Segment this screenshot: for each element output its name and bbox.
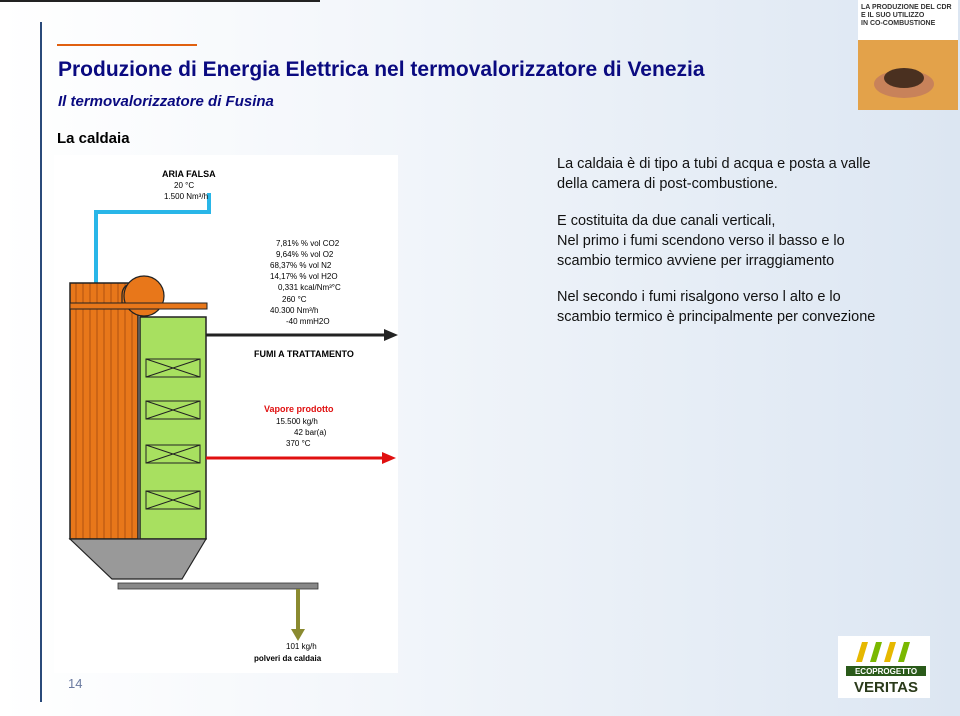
paragraph-canali	[557, 211, 952, 271]
fumi-value: 260 °C	[282, 295, 307, 304]
boiler-diagram	[54, 155, 398, 673]
paragraph-line: Nel secondo i fumi risalgono verso l alto e lo	[557, 289, 841, 305]
conference-logo	[858, 0, 958, 110]
polveri-label-text: polveri da caldaia	[254, 654, 322, 663]
veritas-logo	[838, 636, 930, 698]
svg-text:IN CO-COMBUSTIONE: IN CO-COMBUSTIONE	[861, 20, 936, 27]
fumi-values	[270, 239, 341, 326]
channel-top	[70, 303, 207, 309]
aria-title: ARIA FALSA	[162, 169, 216, 179]
vapore-value: 42 bar(a)	[294, 428, 327, 437]
fumi-value: 40.300 Nm³/h	[270, 306, 319, 315]
fumi-value: 0,331 kcal/Nm³°C	[278, 283, 341, 292]
slide-title: Produzione di Energia Elettrica nel termovalorizzatore di Venezia	[58, 58, 705, 81]
top-rule	[0, 0, 320, 2]
polveri-value: 101 kg/h	[286, 642, 317, 651]
paragraph-line: Nel primo i fumi scendono verso il basso e lo	[557, 233, 845, 249]
aria-temp: 20 °C	[174, 181, 195, 190]
fumi-value: 14,17% % vol H2O	[270, 272, 338, 281]
ash-conveyor	[118, 583, 318, 589]
fumi-value: -40 mmH2O	[286, 317, 330, 326]
ash-arrow-head	[291, 629, 305, 641]
svg-text:ECOPROGETTO: ECOPROGETTO	[854, 667, 918, 676]
radiant-channel	[70, 283, 138, 539]
paragraph-secondo	[557, 287, 952, 327]
slide-subtitle: Il termovalorizzatore di Fusina	[58, 93, 274, 110]
polveri-label	[254, 642, 322, 663]
page-number: 14	[68, 676, 83, 691]
left-rule	[40, 22, 42, 702]
accent-rule	[57, 44, 197, 46]
paragraph-line: scambio termico è principalmente per convezione	[557, 309, 876, 325]
paragraph-line: scambio termico avviene per irraggiamento	[557, 253, 835, 269]
vapore-value: 15.500 kg/h	[276, 417, 318, 426]
svg-text:LA PRODUZIONE DEL CDR: LA PRODUZIONE DEL CDR	[861, 4, 952, 11]
fumi-value: 7,81% % vol CO2	[276, 239, 340, 248]
fumi-value: 9,64% % vol O2	[276, 250, 334, 259]
dome-cap	[124, 276, 164, 316]
steam-arrow-head	[382, 452, 396, 464]
fumi-label: FUMI A TRATTAMENTO	[254, 349, 354, 359]
vapore-label	[264, 404, 334, 448]
ash-hopper	[70, 539, 206, 579]
paragraph-line: E costituita da due canali verticali,	[557, 213, 776, 229]
paragraph-line: della camera di post-combustione.	[557, 176, 778, 192]
section-heading: La caldaia	[57, 130, 130, 147]
paragraph-caldaia	[557, 154, 917, 194]
vapore-title: Vapore prodotto	[264, 404, 334, 414]
aria-flow: 1.500 Nm³/h	[164, 192, 209, 201]
svg-text:E IL SUO UTILIZZO: E IL SUO UTILIZZO	[861, 12, 925, 19]
fumi-arrow-head	[384, 329, 398, 341]
fumi-value: 68,37% % vol N2	[270, 261, 332, 270]
air-pipe	[96, 193, 209, 283]
svg-text:VERITAS: VERITAS	[854, 679, 918, 696]
paragraph-line: La caldaia è di tipo a tubi d acqua e posta a valle	[557, 156, 871, 172]
vapore-value: 370 °C	[286, 439, 311, 448]
